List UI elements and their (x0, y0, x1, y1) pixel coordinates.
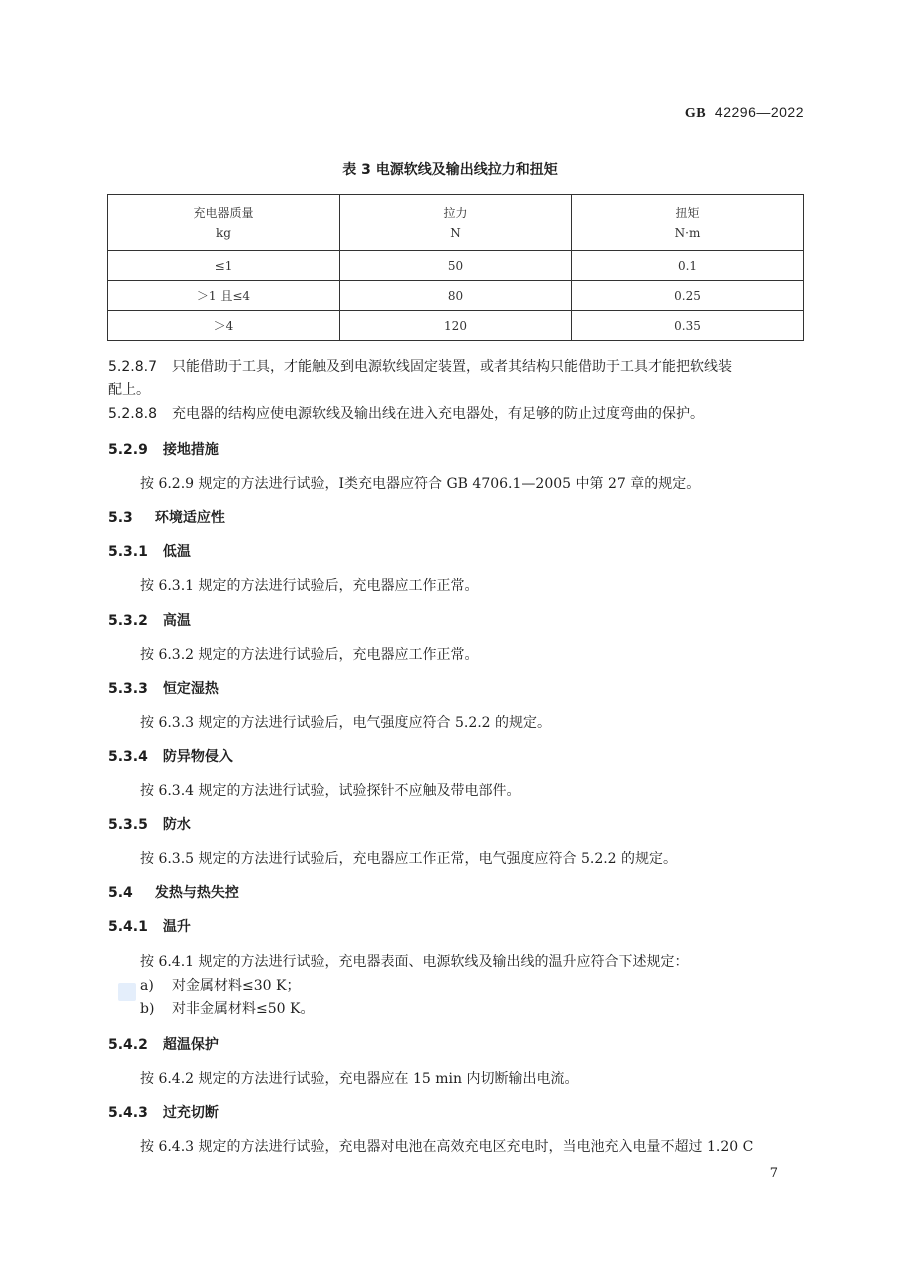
table-cell: 50 (340, 251, 572, 281)
heading-number: 5.2.9 (108, 442, 148, 458)
heading-5-3-5 (108, 815, 191, 835)
table-caption: 表 3 电源软线及输出线拉力和扭矩 (342, 162, 558, 178)
tension-torque-table (107, 194, 804, 341)
heading-title: 防异物侵入 (162, 749, 233, 765)
clause-text: 充电器的结构应使电源软线及输出线在进入充电器处，有足够的防止过度弯曲的保护。 (172, 406, 704, 422)
heading-title: 环境适应性 (154, 510, 225, 526)
table-row (108, 311, 804, 341)
paragraph-5-4-1: 按 6.4.1 规定的方法进行试验，充电器表面、电源软线及输出线的温升应符合下述规定： (140, 954, 689, 970)
heading-5-4-3 (108, 1103, 219, 1123)
clause-text: 只能借助于工具，才能触及到电源软线固定装置，或者其结构只能借助于工具才能把软线装 (172, 359, 732, 375)
heading-5-2-9 (108, 440, 219, 460)
paragraph-5-2-9: 按 6.2.9 规定的方法进行试验，Ⅰ类充电器应符合 GB 4706.1—2005 中第 27 章的规定。 (140, 476, 701, 492)
paragraph-5-3-5: 按 6.3.5 规定的方法进行试验后，充电器应工作正常，电气强度应符合 5.2.2 的规定。 (140, 851, 678, 867)
header-unit: kg (216, 225, 231, 240)
header-unit: N·m (674, 225, 701, 240)
page-number: 7 (769, 1166, 778, 1181)
heading-5-4-1 (108, 917, 191, 937)
header-unit: N (450, 225, 461, 240)
table-cell: ≤1 (108, 251, 340, 281)
heading-number: 5.3.5 (108, 817, 148, 833)
list-text: 对非金属材料≤50 K。 (172, 1001, 315, 1017)
header-cell-tension (340, 195, 572, 251)
heading-title: 发热与热失控 (154, 885, 239, 901)
clause-5-2-8-7-continuation: 配上。 (108, 382, 150, 398)
heading-title: 防水 (162, 817, 191, 833)
table-cell: 80 (340, 281, 572, 311)
heading-title: 高温 (162, 613, 191, 629)
table-row (108, 281, 804, 311)
heading-5-4-2 (108, 1035, 219, 1055)
paragraph-5-3-2: 按 6.3.2 规定的方法进行试验后，充电器应工作正常。 (140, 647, 479, 663)
clause-number: 5.2.8.8 (108, 406, 157, 422)
table-cell: 0.1 (572, 251, 804, 281)
heading-5-3-3 (108, 679, 219, 699)
table-cell: ＞4 (108, 311, 340, 341)
heading-5-3-4 (108, 747, 233, 767)
list-label: a) (140, 978, 154, 994)
header-title: 拉力 (443, 205, 468, 220)
heading-5-3-2 (108, 611, 191, 631)
heading-number: 5.3 (108, 510, 133, 526)
header-cell-torque (572, 195, 804, 251)
heading-number: 5.3.3 (108, 681, 148, 697)
header-title: 充电器质量 (193, 205, 254, 220)
heading-number: 5.4.1 (108, 919, 148, 935)
paragraph-5-3-4: 按 6.3.4 规定的方法进行试验，试验探针不应触及带电部件。 (140, 783, 521, 799)
paragraph-5-3-3: 按 6.3.3 规定的方法进行试验后，电气强度应符合 5.2.2 的规定。 (140, 715, 552, 731)
heading-title: 温升 (162, 919, 191, 935)
heading-title: 恒定湿热 (162, 681, 219, 697)
table-cell: 120 (340, 311, 572, 341)
heading-number: 5.3.2 (108, 613, 148, 629)
highlight-mark (118, 983, 136, 1001)
table-header-row (108, 195, 804, 251)
heading-5-4 (108, 883, 239, 903)
heading-number: 5.4.2 (108, 1037, 148, 1053)
heading-number: 5.4.3 (108, 1105, 148, 1121)
list-label: b) (140, 1001, 155, 1017)
list-text: 对金属材料≤30 K； (172, 978, 301, 994)
paragraph-5-4-3: 按 6.4.3 规定的方法进行试验，充电器对电池在高效充电区充电时，当电池充入电量不超过 1.20 C (140, 1139, 754, 1155)
heading-number: 5.4 (108, 885, 133, 901)
heading-title: 接地措施 (162, 442, 219, 458)
paragraph-5-4-2: 按 6.4.2 规定的方法进行试验，充电器应在 15 min 内切断输出电流。 (140, 1071, 579, 1087)
heading-number: 5.3.1 (108, 544, 148, 560)
table-row (108, 251, 804, 281)
table-cell: 0.25 (572, 281, 804, 311)
heading-5-3 (108, 508, 225, 528)
paragraph-5-3-1: 按 6.3.1 规定的方法进行试验后，充电器应工作正常。 (140, 578, 479, 594)
heading-number: 5.3.4 (108, 749, 148, 765)
table-cell: 0.35 (572, 311, 804, 341)
clause-5-2-8-7 (108, 356, 808, 378)
standard-prefix: GB (684, 106, 707, 121)
clause-5-2-8-8 (108, 404, 704, 424)
header-title: 扭矩 (675, 205, 700, 220)
table-cell: ＞1 且≤4 (108, 281, 340, 311)
list-item (140, 976, 300, 996)
standard-code: 42296—2022 (714, 104, 804, 120)
standard-number-header (685, 104, 804, 122)
heading-5-3-1 (108, 542, 191, 562)
clause-number: 5.2.8.7 (108, 359, 157, 375)
list-item (140, 999, 314, 1019)
heading-title: 低温 (162, 544, 191, 560)
heading-title: 超温保护 (162, 1037, 219, 1053)
header-cell-mass (108, 195, 340, 251)
heading-title: 过充切断 (162, 1105, 219, 1121)
